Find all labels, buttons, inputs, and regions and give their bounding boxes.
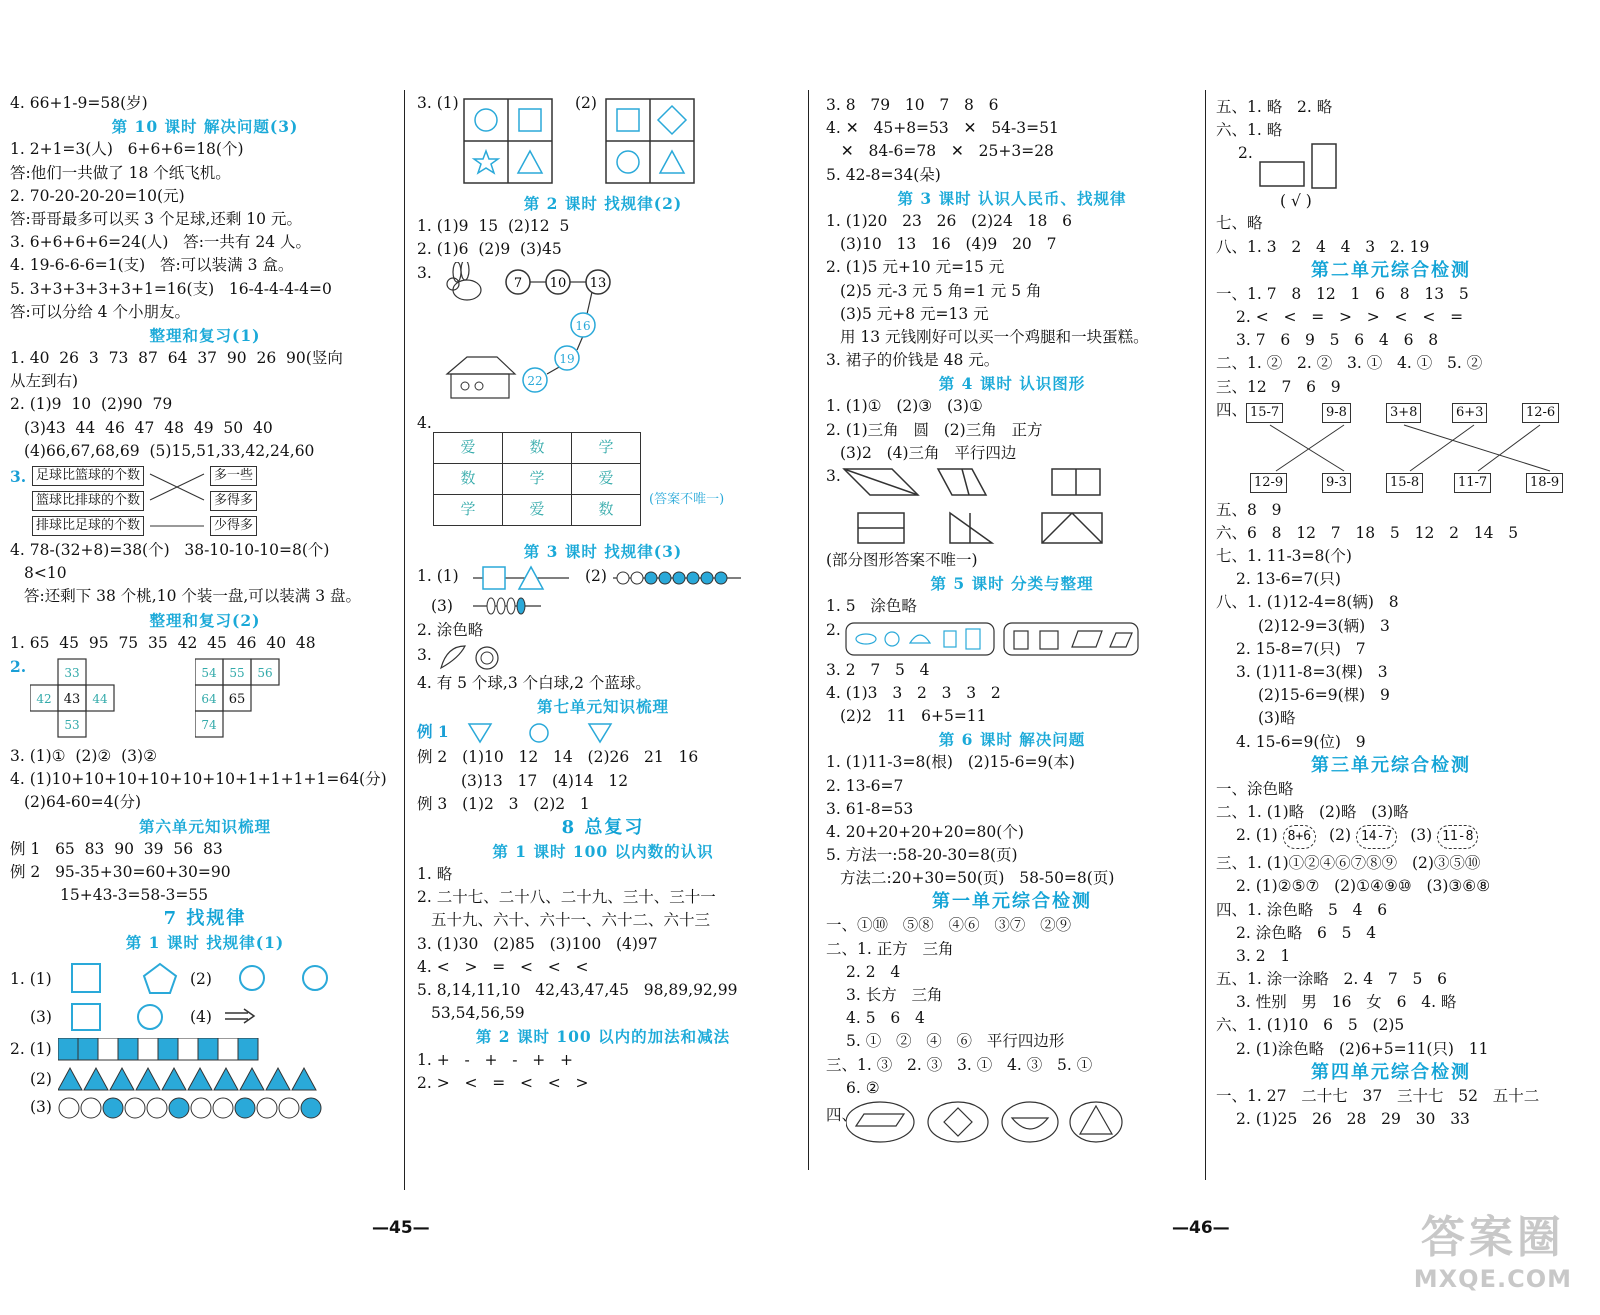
answer-line: 例 3 (1)2 3 (2)2 1: [417, 794, 590, 813]
circled-answers: [1216, 824, 1566, 852]
answer-line: (3)2 (4)三角 平行四边: [840, 443, 1017, 462]
section-heading: 整理和复习(2): [149, 610, 261, 630]
path-number: 16: [575, 318, 591, 333]
answer-label: 2.: [826, 620, 841, 639]
section-heading: 整理和复习(1): [149, 325, 261, 345]
square-icon: [519, 109, 541, 131]
section-heading: 第六单元知识梳理: [138, 816, 271, 836]
match-right-item: 少得多: [210, 516, 257, 536]
answer-line: 答:可以分给 4 个小朋友。: [10, 302, 190, 321]
section-heading: 第 1 课时 100 以内数的认识: [492, 841, 714, 861]
prism-icon: [1110, 633, 1132, 647]
table-cell: 数: [503, 432, 572, 463]
answer-label: 1. (1): [417, 566, 459, 585]
shell-figure: [417, 642, 789, 672]
triangle-icon: [660, 151, 684, 173]
pattern-strip-2: [10, 1064, 400, 1094]
answer-line: (2)15-6=9(棵) 9: [1258, 686, 1390, 705]
equation-tag: 12-6: [1522, 403, 1559, 423]
grid-cell: 74: [201, 717, 217, 732]
shell-icon: [441, 646, 465, 668]
answer-line: 三、12 7 6 9: [1216, 377, 1341, 396]
answer-label: (2): [190, 970, 212, 989]
answer-column-1: [10, 92, 400, 1122]
equation-tag: 3+8: [1386, 403, 1421, 423]
answer-line: (3)5 元+8 元=13 元: [840, 304, 989, 323]
answer-line: 一、①⑩ ⑤⑧ ④⑥ ③⑦ ②⑨: [826, 916, 1072, 935]
box-icon: [1072, 631, 1102, 647]
answer-label: 四、: [826, 1105, 858, 1124]
answer-label: 2. (1): [10, 1040, 52, 1059]
answer-line: 4. 15-6=9(位) 9: [1236, 732, 1366, 751]
answer-line: 2. 涂色略: [417, 620, 484, 639]
equation-lines: [1246, 423, 1566, 473]
answer-line: 1. 40 26 3 73 87 64 37 90 26 90(竖向: [10, 349, 343, 368]
match-left-item: 排球比足球的个数: [32, 516, 144, 536]
answer-line: 六、1. 略: [1216, 121, 1283, 140]
match-right-item: 多得多: [210, 491, 257, 511]
cube-icon: [1040, 631, 1058, 649]
answer-column-4: [1216, 96, 1566, 1131]
page-number-left: —45—: [372, 1218, 430, 1238]
circled-answer: 11-8: [1437, 825, 1478, 849]
answer-line: 15+43-3=58-3=55: [60, 886, 209, 905]
table-cell: 学: [503, 463, 572, 494]
answer-line: 答:他们一共做了 18 个纸飞机。: [10, 163, 231, 182]
classify-groups: [844, 619, 1144, 659]
arrow-icon: [225, 1009, 254, 1023]
answer-line: 2. (1)25 26 28 29 30 33: [1236, 1110, 1470, 1128]
answer-line: 4. 5 6 4: [846, 1009, 925, 1028]
answer-line: 2. (1)涂色略 (2)6+5=11(只) 11: [1236, 1039, 1489, 1058]
table-cell: 学: [434, 494, 503, 525]
answer-label: 1. (1): [10, 970, 52, 989]
answer-line: 2. 二十七、二十八、二十九、三十、三十一: [417, 888, 716, 907]
frame-oval: [1002, 1102, 1058, 1142]
answer-line: 八、1. 3 2 4 4 3 2. 19: [1216, 237, 1430, 256]
answer-line: (2)12-9=3(辆) 3: [1258, 616, 1390, 635]
equation-tag: 12-9: [1250, 473, 1287, 493]
shape-grid-b: [605, 98, 697, 186]
answer-label: (2): [30, 1070, 52, 1089]
page-number-right: —46—: [1172, 1218, 1230, 1238]
answer-label: 3.: [417, 645, 432, 664]
answer-line: 53,54,56,59: [431, 1004, 525, 1023]
answer-line: 2. (1)三角 圆 (2)三角 正方: [826, 420, 1043, 439]
watermark-url: MXQE.COM: [1413, 1265, 1572, 1293]
table-cell: 数: [572, 494, 641, 525]
bead-pattern-row2: [417, 593, 789, 619]
answer-line: 4. 20+20+20+20=80(个): [826, 822, 1024, 841]
section-heading: 第 6 课时 解决问题: [938, 730, 1086, 750]
match-lines: [148, 463, 208, 535]
grid-cell: 33: [64, 665, 80, 680]
answer-line: 2. (1)6 (2)9 (3)45: [417, 240, 562, 259]
table-cell: 爱: [503, 494, 572, 525]
answer-line: 一、1. 27 二十七 37 三十七 52 五十二: [1216, 1086, 1540, 1105]
answer-line: 二、1. ② 2. ② 3. ① 4. ① 5. ②: [1216, 354, 1483, 373]
equation-tag: 11-7: [1454, 473, 1491, 493]
shape-split-drawings: [842, 467, 1132, 547]
answer-line: 从左到右): [10, 372, 79, 391]
answer-line: 五、8 9: [1216, 500, 1282, 519]
answer-line: 五、1. 涂一涂略 2. 4 7 5 6: [1216, 970, 1448, 989]
answer-line: 3. (1)30 (2)85 (3)100 (4)97: [417, 934, 658, 953]
answer-note: (答案不唯一): [649, 491, 725, 507]
answer-line: 3. 性别 男 16 女 6 4. 略: [1236, 993, 1457, 1012]
bowl-icon: [1012, 1118, 1048, 1129]
rect-choice-figure: [1216, 142, 1566, 212]
section-heading: 第七单元知识梳理: [536, 697, 669, 717]
answer-line: 5. ① ② ④ ⑥ 平行四边形: [846, 1032, 1065, 1051]
answer-line: 3. 6+6+6+6=24(人) 答:一共有 24 人。: [10, 233, 312, 252]
answer-line: 五、1. 略 2. 略: [1216, 98, 1333, 116]
snail-shell-icon: [476, 647, 498, 669]
answer-line: (2)64-60=4(分): [24, 793, 142, 812]
watermark-logo: [1414, 1201, 1572, 1293]
grid-cell: 42: [36, 691, 52, 706]
circle-icon: [475, 109, 497, 131]
grid-cell: 56: [257, 665, 273, 680]
equation-tag: 9-3: [1322, 473, 1351, 493]
cylinder-icon: [1014, 631, 1028, 649]
answer-label: (3): [1410, 826, 1433, 845]
answer-line: 例 2 (1)10 12 14 (2)26 21 16: [417, 748, 699, 767]
star-icon: [474, 151, 498, 173]
answer-line: 六、6 8 12 7 18 5 12 2 14 5: [1216, 523, 1519, 542]
answer-line: 3. 8 79 10 7 8 6: [826, 96, 999, 114]
answer-line: 5. 8,14,11,10 42,43,47,45 98,89,92,99: [417, 981, 738, 999]
answer-column-2: [417, 92, 789, 1095]
shape-split-figure: [826, 465, 1198, 549]
answer-line: 一、1. 7 8 12 1 6 8 13 5: [1216, 284, 1469, 303]
answer-line: 答:还剩下 38 个桃,10 个装一盘,可以装满 3 盘。: [24, 587, 362, 606]
pentagon-icon: [144, 964, 176, 993]
frame-oval: [846, 1102, 914, 1142]
answer-line: 1. 65 45 95 75 35 42 45 46 40 48: [10, 633, 316, 652]
rectangle-shapes: [1258, 142, 1348, 190]
chapter-heading: 8 总复习: [561, 816, 645, 838]
house-icon: [447, 357, 515, 398]
answer-line: 四、1. 涂色略 5 4 6: [1216, 900, 1388, 919]
triangle-icon: [518, 151, 542, 173]
answer-line: (2)5 元-3 元 5 角=1 元 5 角: [840, 281, 1042, 300]
match-left-item: 足球比篮球的个数: [32, 466, 144, 486]
triangle-strip: [58, 1066, 328, 1092]
answer-line: 1. (1)① (2)③ (3)①: [826, 397, 983, 416]
book-icon: [944, 1108, 972, 1136]
square-icon: [72, 964, 100, 992]
object-icons: [846, 1100, 1126, 1144]
answer-line: 5. 42-8=34(朵): [826, 165, 941, 184]
equation-tag: 9-8: [1322, 403, 1351, 423]
equation-tag: 18-9: [1526, 473, 1563, 493]
grid-cell: 64: [201, 691, 217, 706]
answer-line: 2. (1)②⑤⑦ (2)①④⑨⑩ (3)③⑥⑧: [1236, 877, 1491, 896]
rabbit-icon: [447, 262, 481, 300]
answer-line: 4. < > = < < <: [417, 957, 589, 976]
can-icon: [966, 629, 980, 649]
circled-answer: 8+6: [1283, 825, 1316, 849]
table-cell: 爱: [572, 463, 641, 494]
pattern-strip-3: [10, 1094, 400, 1122]
answer-label: 2.: [1238, 144, 1253, 163]
answer-line: ✕ 84-6=78 ✕ 25+3=28: [826, 142, 1054, 161]
answer-line: 三、1. (1)①②④⑥⑦⑧⑨ (2)③⑤⑩: [1216, 854, 1481, 873]
column-divider-1: [404, 90, 405, 1190]
answer-line: 4. 有 5 个球,3 个白球,2 个蓝球。: [417, 673, 651, 692]
equation-tag: 15-8: [1386, 473, 1423, 493]
answer-label: (2): [1329, 826, 1351, 845]
chapter-heading: 第四单元综合检测: [1311, 1061, 1471, 1083]
bead-pattern-row1: [417, 563, 789, 593]
answer-line: 6. ②: [846, 1078, 880, 1097]
path-number: 22: [527, 373, 543, 388]
answer-line: 答:哥哥最多可以买 3 个足球,还剩 10 元。: [10, 209, 302, 228]
answer-line: 用 13 元钱刚好可以买一个鸡腿和一块蛋糕。: [840, 327, 1149, 346]
answer-line: 五十九、六十、六十一、六十二、六十三: [431, 911, 711, 930]
diamond-icon: [658, 106, 686, 134]
grid-cell: 53: [64, 717, 80, 732]
section-heading: 第 2 课时 找规律(2): [523, 194, 683, 213]
answer-label: (2): [585, 566, 607, 585]
triangle-sign-icon: [1080, 1106, 1112, 1134]
answer-label: (3): [431, 596, 453, 615]
circled-answer: 14-7: [1356, 825, 1397, 849]
pattern-shapes-row2: [10, 1000, 400, 1036]
pattern-strip-1: [10, 1036, 400, 1064]
answer-line: (3)13 17 (4)14 12: [461, 771, 629, 790]
chapter-heading: 第三单元综合检测: [1311, 754, 1471, 776]
answer-line: (3)10 13 16 (4)9 20 7: [840, 235, 1057, 254]
group-box: [1004, 623, 1138, 655]
answer-line: (部分图形答案不唯一): [826, 551, 978, 569]
answer-line: (3)略: [1258, 709, 1296, 728]
equation-tag: 15-7: [1246, 403, 1283, 423]
answer-line: 2. 15-8=7(只) 7: [1236, 639, 1366, 658]
answer-line: 4. (1)3 3 2 3 3 2: [826, 683, 1001, 702]
answer-line: 5. 方法一:58-20-30=8(页): [826, 846, 1018, 865]
section-heading: 第 4 课时 认识图形: [938, 374, 1086, 394]
answer-line: 3. 7 6 9 5 6 4 6 8: [1236, 331, 1439, 350]
circle-icon: [530, 724, 548, 742]
answer-line: 1. (1)20 23 26 (2)24 18 6: [826, 211, 1073, 230]
word-table: [433, 432, 641, 526]
section-heading: 第 5 课时 分类与整理: [930, 574, 1094, 594]
answer-line: 例 1 65 83 90 39 56 83: [10, 839, 223, 858]
circle-strip: [58, 1096, 348, 1120]
answer-line: 2. > < = < < >: [417, 1073, 589, 1092]
number-grid-b: [195, 657, 295, 741]
answer-line: 5. 3+3+3+3+3+1=16(支) 16-4-4-4-4=0: [10, 279, 332, 298]
bead-string: [473, 595, 543, 617]
grid-cell: 55: [229, 665, 245, 680]
answer-line: 三、1. ③ 2. ③ 3. ① 4. ③ 5. ①: [826, 1055, 1093, 1074]
objects-figure: [826, 1100, 1198, 1144]
square-icon: [72, 1004, 100, 1030]
circle-icon: [240, 966, 264, 990]
answer-line: 2. (1)5 元+10 元=15 元: [826, 258, 1005, 277]
rabbit-path-figure: [417, 262, 789, 412]
answer-label: 四、: [1216, 400, 1248, 419]
section-heading: 第 3 课时 找规律(3): [523, 541, 683, 561]
shape-grid-figure: [417, 92, 789, 192]
answer-line: 方法二:20+30=50(页) 58-50=8(页): [840, 869, 1115, 888]
number-grid-figure: 2. 33 42 43 44 53 54 55 56 64 65 74: [10, 655, 400, 745]
path-number: 19: [559, 351, 575, 366]
answer-line: 一、涂色略: [1216, 779, 1294, 798]
answer-line: 2. (1)9 10 (2)90 79: [10, 395, 173, 414]
answer-mark: ( √ ): [1280, 192, 1312, 211]
answer-label: 2. (1): [1236, 826, 1278, 845]
pencil-box-icon: [856, 1114, 904, 1126]
answer-label: (3): [30, 1098, 52, 1117]
answer-line: 4. (1)10+10+10+10+10+10+1+1+1+1=64(分): [10, 770, 387, 789]
cap-icon: [910, 635, 930, 643]
answer-line: 8<10: [24, 564, 67, 583]
answer-line: 1. + - + - + +: [417, 1050, 574, 1069]
grid-cell: 65: [228, 691, 246, 707]
match-right-item: 多一些: [210, 466, 257, 486]
cup-icon: [944, 631, 956, 647]
watermark-text: 答案圈: [1420, 1212, 1565, 1263]
pattern-shapes-row1: [10, 960, 400, 1000]
chapter-heading: 第二单元综合检测: [1311, 259, 1471, 281]
answer-line: (4)66,67,68,69 (5)15,51,33,42,24,60: [24, 441, 315, 460]
answer-line: 2. 13-6=7(只): [1236, 570, 1341, 589]
grid-cell: 43: [63, 691, 81, 707]
answer-line: 4. 78-(32+8)=38(个) 38-10-10-10=8(个): [10, 541, 330, 559]
answer-line: 七、略: [1216, 214, 1263, 233]
answer-line: 3. 长方 三角: [846, 986, 943, 1004]
table-cell: 学: [572, 432, 641, 463]
answer-label: (3): [30, 1008, 52, 1027]
answer-column-3: [826, 94, 1198, 1144]
answer-line: 1. 略: [417, 865, 453, 884]
answer-line: 二、1. (1)略 (2)略 (3)略: [1216, 802, 1409, 821]
column-divider-3: [1205, 90, 1206, 1180]
section-heading: 第 10 课时 解决问题(3): [111, 117, 299, 137]
equation-matching-figure: [1216, 399, 1566, 499]
square-triangle-pattern: [473, 565, 573, 591]
triangle-icon: [589, 724, 611, 742]
answer-line: 八、1. (1)12-4=8(辆) 8: [1216, 593, 1399, 612]
answer-line: 2. 2 4: [846, 962, 901, 981]
answer-line: 1. (1)11-3=8(根) (2)15-6=9(本): [826, 753, 1075, 772]
answer-label: 3.: [826, 467, 841, 485]
column-divider-2: [808, 90, 809, 1170]
answer-line: 3. 2 1: [1236, 946, 1291, 965]
ball-icon: [885, 632, 899, 646]
section-heading: 第 1 课时 找规律(1): [125, 933, 285, 953]
answer-line: 4. ✕ 45+8=53 ✕ 54-3=51: [826, 119, 1059, 138]
equation-tag: 6+3: [1452, 403, 1487, 423]
circle-icon: [617, 151, 639, 173]
example-1-figure: [417, 718, 789, 746]
path-number: 10: [549, 275, 567, 291]
circle-icon: [138, 1005, 162, 1029]
shell-icons: [437, 642, 507, 672]
path-number: 13: [589, 275, 607, 291]
answer-line: 1. 2+1=3(人) 6+6+6=18(个): [10, 140, 244, 159]
answer-line: 2. < < = > > < < =: [1236, 307, 1464, 326]
classify-figure: [826, 619, 1198, 659]
grid-cell: 44: [92, 691, 108, 706]
path-number: 7: [513, 275, 523, 291]
word-table-figure: [417, 412, 789, 540]
bead-string: [613, 567, 743, 589]
answer-label: (4): [190, 1008, 212, 1027]
group-box: [846, 623, 994, 655]
answer-label: (2): [575, 94, 597, 112]
answer-line: (2)2 11 6+5=11: [840, 706, 987, 725]
answer-line: 3. 裙子的价钱是 48 元。: [826, 351, 1000, 370]
shape-grid-a: [463, 98, 555, 186]
square-strip: [58, 1038, 268, 1062]
number-path: [437, 262, 637, 412]
chapter-heading: 7 找规律: [163, 908, 247, 930]
answer-line: 4. 66+1-9=58(岁): [10, 94, 148, 112]
answer-label: 3. (1): [417, 94, 459, 112]
section-heading: 第 3 课时 认识人民币、找规律: [897, 188, 1127, 208]
answer-line: 2. 70-20-20-20=10(元): [10, 186, 185, 205]
answer-line: 3. (1)① (2)② (3)②: [10, 746, 157, 765]
answer-line: 1. (1)9 15 (2)12 5: [417, 217, 570, 236]
answer-line: 2. 13-6=7: [826, 776, 904, 795]
match-left-item: 篮球比排球的个数: [32, 491, 144, 511]
answer-label: 3.: [417, 263, 432, 282]
table-cell: 数: [434, 463, 503, 494]
answer-line: (3)43 44 46 47 48 49 50 40: [24, 418, 273, 437]
plate-icon: [856, 634, 876, 644]
shape-sequence: [467, 722, 637, 744]
triangle-icon: [469, 724, 491, 742]
matching-figure: 3. 足球比篮球的个数 篮球比排球的个数 排球比足球的个数 多一些 多得多 少得多: [10, 463, 400, 539]
answer-line: 4. 19-6-6-6=1(支) 答:可以装满 3 盒。: [10, 256, 294, 275]
answer-label: 例 1: [417, 722, 449, 742]
answer-line: 七、1. 11-3=8(个): [1216, 547, 1352, 566]
answer-line: 3. 2 7 5 4: [826, 660, 930, 679]
table-cell: 爱: [434, 432, 503, 463]
chapter-heading: 第一单元综合检测: [932, 891, 1092, 913]
answer-line: 2. 涂色略 6 5 4: [1236, 923, 1377, 942]
answer-line: 1. 5 涂色略: [826, 597, 917, 616]
answer-line: 3. 61-8=53: [826, 799, 914, 818]
answer-line: 二、1. 正方 三角: [826, 939, 954, 958]
grid-cell: 54: [201, 665, 217, 680]
circle-icon: [303, 966, 327, 990]
section-heading: 第 2 课时 100 以内的加法和减法: [475, 1027, 731, 1047]
answer-line: 例 2 95-35+30=60+30=90: [10, 862, 231, 881]
square-icon: [617, 109, 639, 131]
answer-label: 4.: [417, 413, 432, 432]
number-grid-a: [30, 657, 130, 741]
answer-line: 六、1. (1)10 6 5 (2)5: [1216, 1016, 1405, 1035]
answer-line: 3. (1)11-8=3(棵) 3: [1236, 663, 1388, 681]
frame-oval: [1070, 1102, 1122, 1142]
